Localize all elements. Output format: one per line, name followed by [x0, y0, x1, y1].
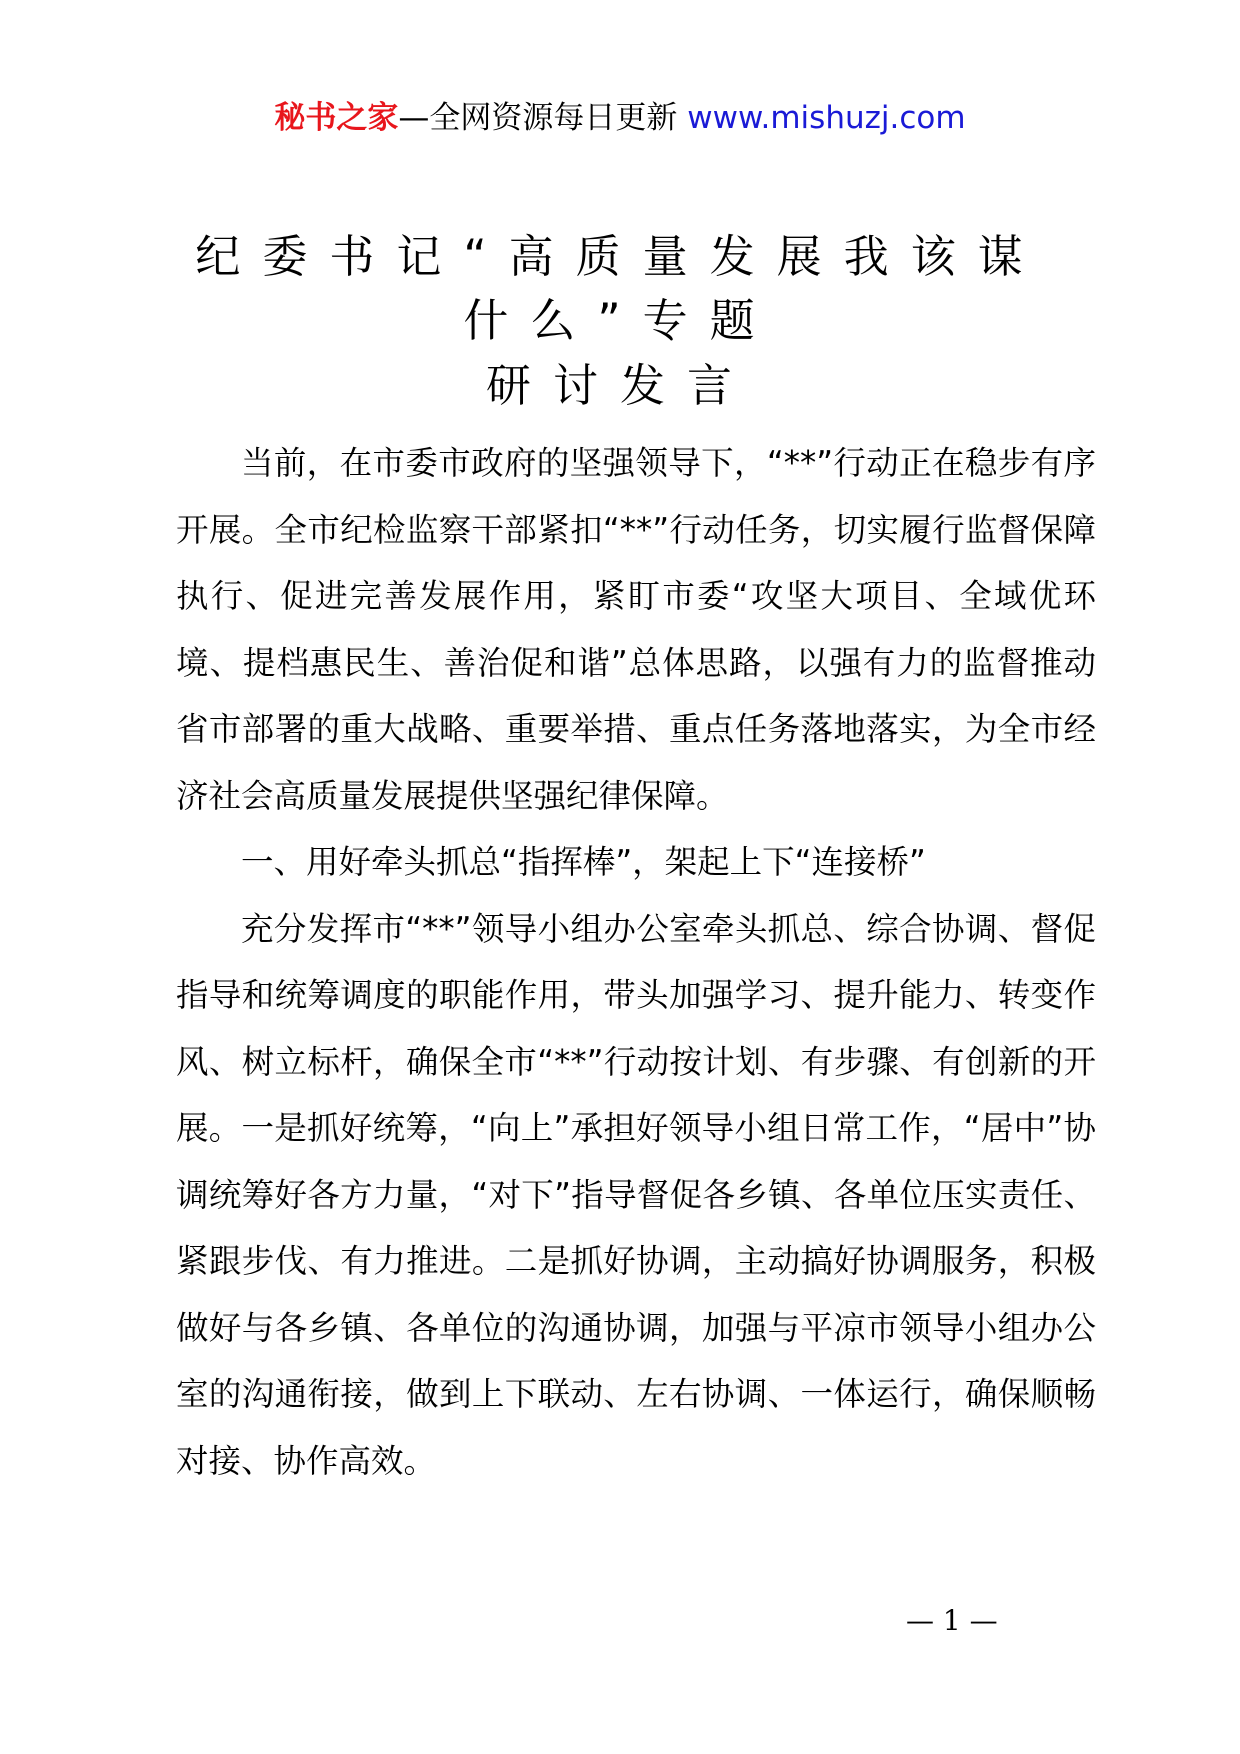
- document-body: [176, 430, 1096, 1494]
- intro-paragraph: 当前，在市委市政府的坚强领导下，“**”行动正在稳步有序开展。全市纪检监察干部紧扣“**”行动任务，切实履行监督保障执行、促进完善发展作用，紧盯市委“攻坚大项目、全域优环境、提档惠民生、善治促和谐”总体思路，以强有力的监督推动省市部署的重大战略、重要举措、重点任务落地落实，为全市经济社会高质量发展提供坚强纪律保障。: [176, 444, 1096, 815]
- page-number: — 1 —: [906, 1604, 998, 1637]
- site-banner: [0, 98, 1240, 138]
- section-paragraph: 充分发挥市“**”领导小组办公室牵头抓总、综合协调、督促指导和统筹调度的职能作用，带头加强学习、提升能力、转变作风、树立标杆，确保全市“**”行动按计划、有步骤、有创新的开展。一是抓好统筹，“向上”承担好领导小组日常工作，“居中”协调统筹好各方力量，“对下”指导督促各乡镇、各单位压实责任、紧跟步伐、有力推进。二是抓好协调，主动搞好协调服务，积极做好与各乡镇、各单位的沟通协调，加强与平凉市领导小组办公室的沟通衔接，做到上下联动、左右协调、一体运行，确保顺畅对接、协作高效。: [176, 909, 1096, 1480]
- banner-url-link[interactable]: www.mishuzj.com: [687, 100, 966, 136]
- section-heading: 一、用好牵头抓总“指挥棒”，架起上下“连接桥”: [241, 843, 926, 881]
- document-title-line-3: 研讨发言: [485, 359, 754, 412]
- banner-tagline: —全网资源每日更新: [398, 100, 678, 136]
- document-title-line-2: 什么”专题: [463, 294, 777, 347]
- document-title-line-1: 纪委书记“高质量发展我该谋: [195, 230, 1045, 283]
- banner-brand: 秘书之家: [274, 100, 399, 136]
